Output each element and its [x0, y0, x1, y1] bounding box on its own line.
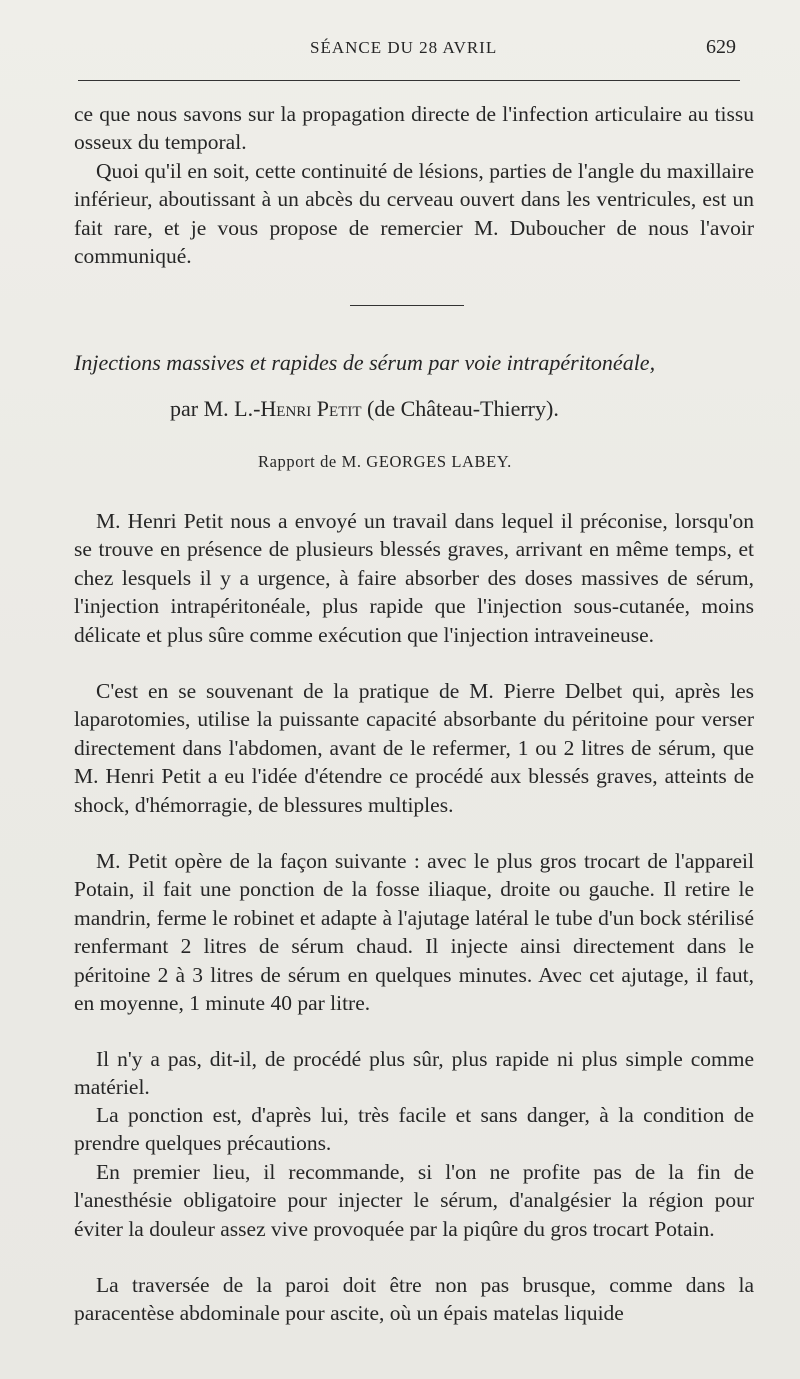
body-paragraph-7: La traversée de la paroi doit être non pas brusque, comme dans la paracentèse abdominale pour ascite, où un épais matelas liquide [74, 1273, 754, 1326]
report-attribution: Rapport de M. GEORGES LABEY. [258, 452, 512, 471]
body-paragraph-5: La ponction est, d'après lui, très facile et sans danger, à la condition de prendre quelques précautions. [74, 1103, 754, 1156]
section-divider [350, 305, 464, 306]
running-head: SÉANCE DU 28 AVRIL [310, 38, 498, 57]
body-paragraph-1: M. Henri Petit nous a envoyé un travail dans lequel il préconise, lorsqu'on se trouve en présence de plusieurs blessés graves, arrivant en même temps, et chez lesquels il y a urgence, à faire absorber des doses massives de sérum, l'injection intrapéritonéale, plus rapide que l'injection sous-cutanée, moins délicate et plus sûre comme exécution que l'injection intraveineuse. [74, 509, 754, 647]
byline-prefix: par M. [170, 396, 235, 421]
byline-suffix: (de Château-Thierry). [361, 396, 559, 421]
author-name: L.-Henri Petit [234, 396, 362, 421]
body-paragraph-6: En premier lieu, il recommande, si l'on ne profite pas de la fin de l'anesthésie obligatoire pour injecter le sérum, d'analgésier la région pour éviter la douleur assez vive provoquée par la piqûre du gros trocart Potain. [74, 1160, 754, 1241]
header-rule [78, 80, 740, 81]
body-paragraph-2: C'est en se souvenant de la pratique de M. Pierre Delbet qui, après les laparotomies, utilise la puissante capacité absorbante du péritoine pour verser directement dans l'abdomen, avant de le refermer, 1 ou 2 litres de sérum, que M. Henri Petit a eu l'idée d'étendre ce procédé aux blessés graves, atteints de shock, d'hémorragie, de blessures multiples. [74, 679, 754, 817]
continued-paragraph-2: Quoi qu'il en soit, cette continuité de lésions, parties de l'angle du maxillaire inférieur, aboutissant à un abcès du cerveau ouvert dans les ventricules, est un fait rare, et je vous propose de remercier M. Duboucher de nous l'avoir communiqué. [74, 159, 754, 269]
article-byline [170, 396, 559, 422]
article-title: Injections massives et rapides de sérum par voie intrapéritonéale, [74, 350, 656, 375]
body-paragraph-4: Il n'y a pas, dit-il, de procédé plus sûr, plus rapide ni plus simple comme matériel. [74, 1047, 754, 1100]
continued-paragraph-1: ce que nous savons sur la propagation directe de l'infection articulaire au tissu osseux du temporal. [74, 102, 754, 155]
body-paragraph-3: M. Petit opère de la façon suivante : avec le plus gros trocart de l'appareil Potain, il fait une ponction de la fosse iliaque, droite ou gauche. Il retire le mandrin, ferme le robinet et adapte à l'ajutage latéral le tube d'un bock stérilisé renfermant 2 litres de sérum chaud. Il injecte ainsi directement dans le péritoine 2 à 3 litres de sérum en quelques minutes. Avec cet ajutage, il faut, en moyenne, 1 minute 40 par litre. [74, 849, 754, 1016]
page-number: 629 [706, 36, 736, 58]
